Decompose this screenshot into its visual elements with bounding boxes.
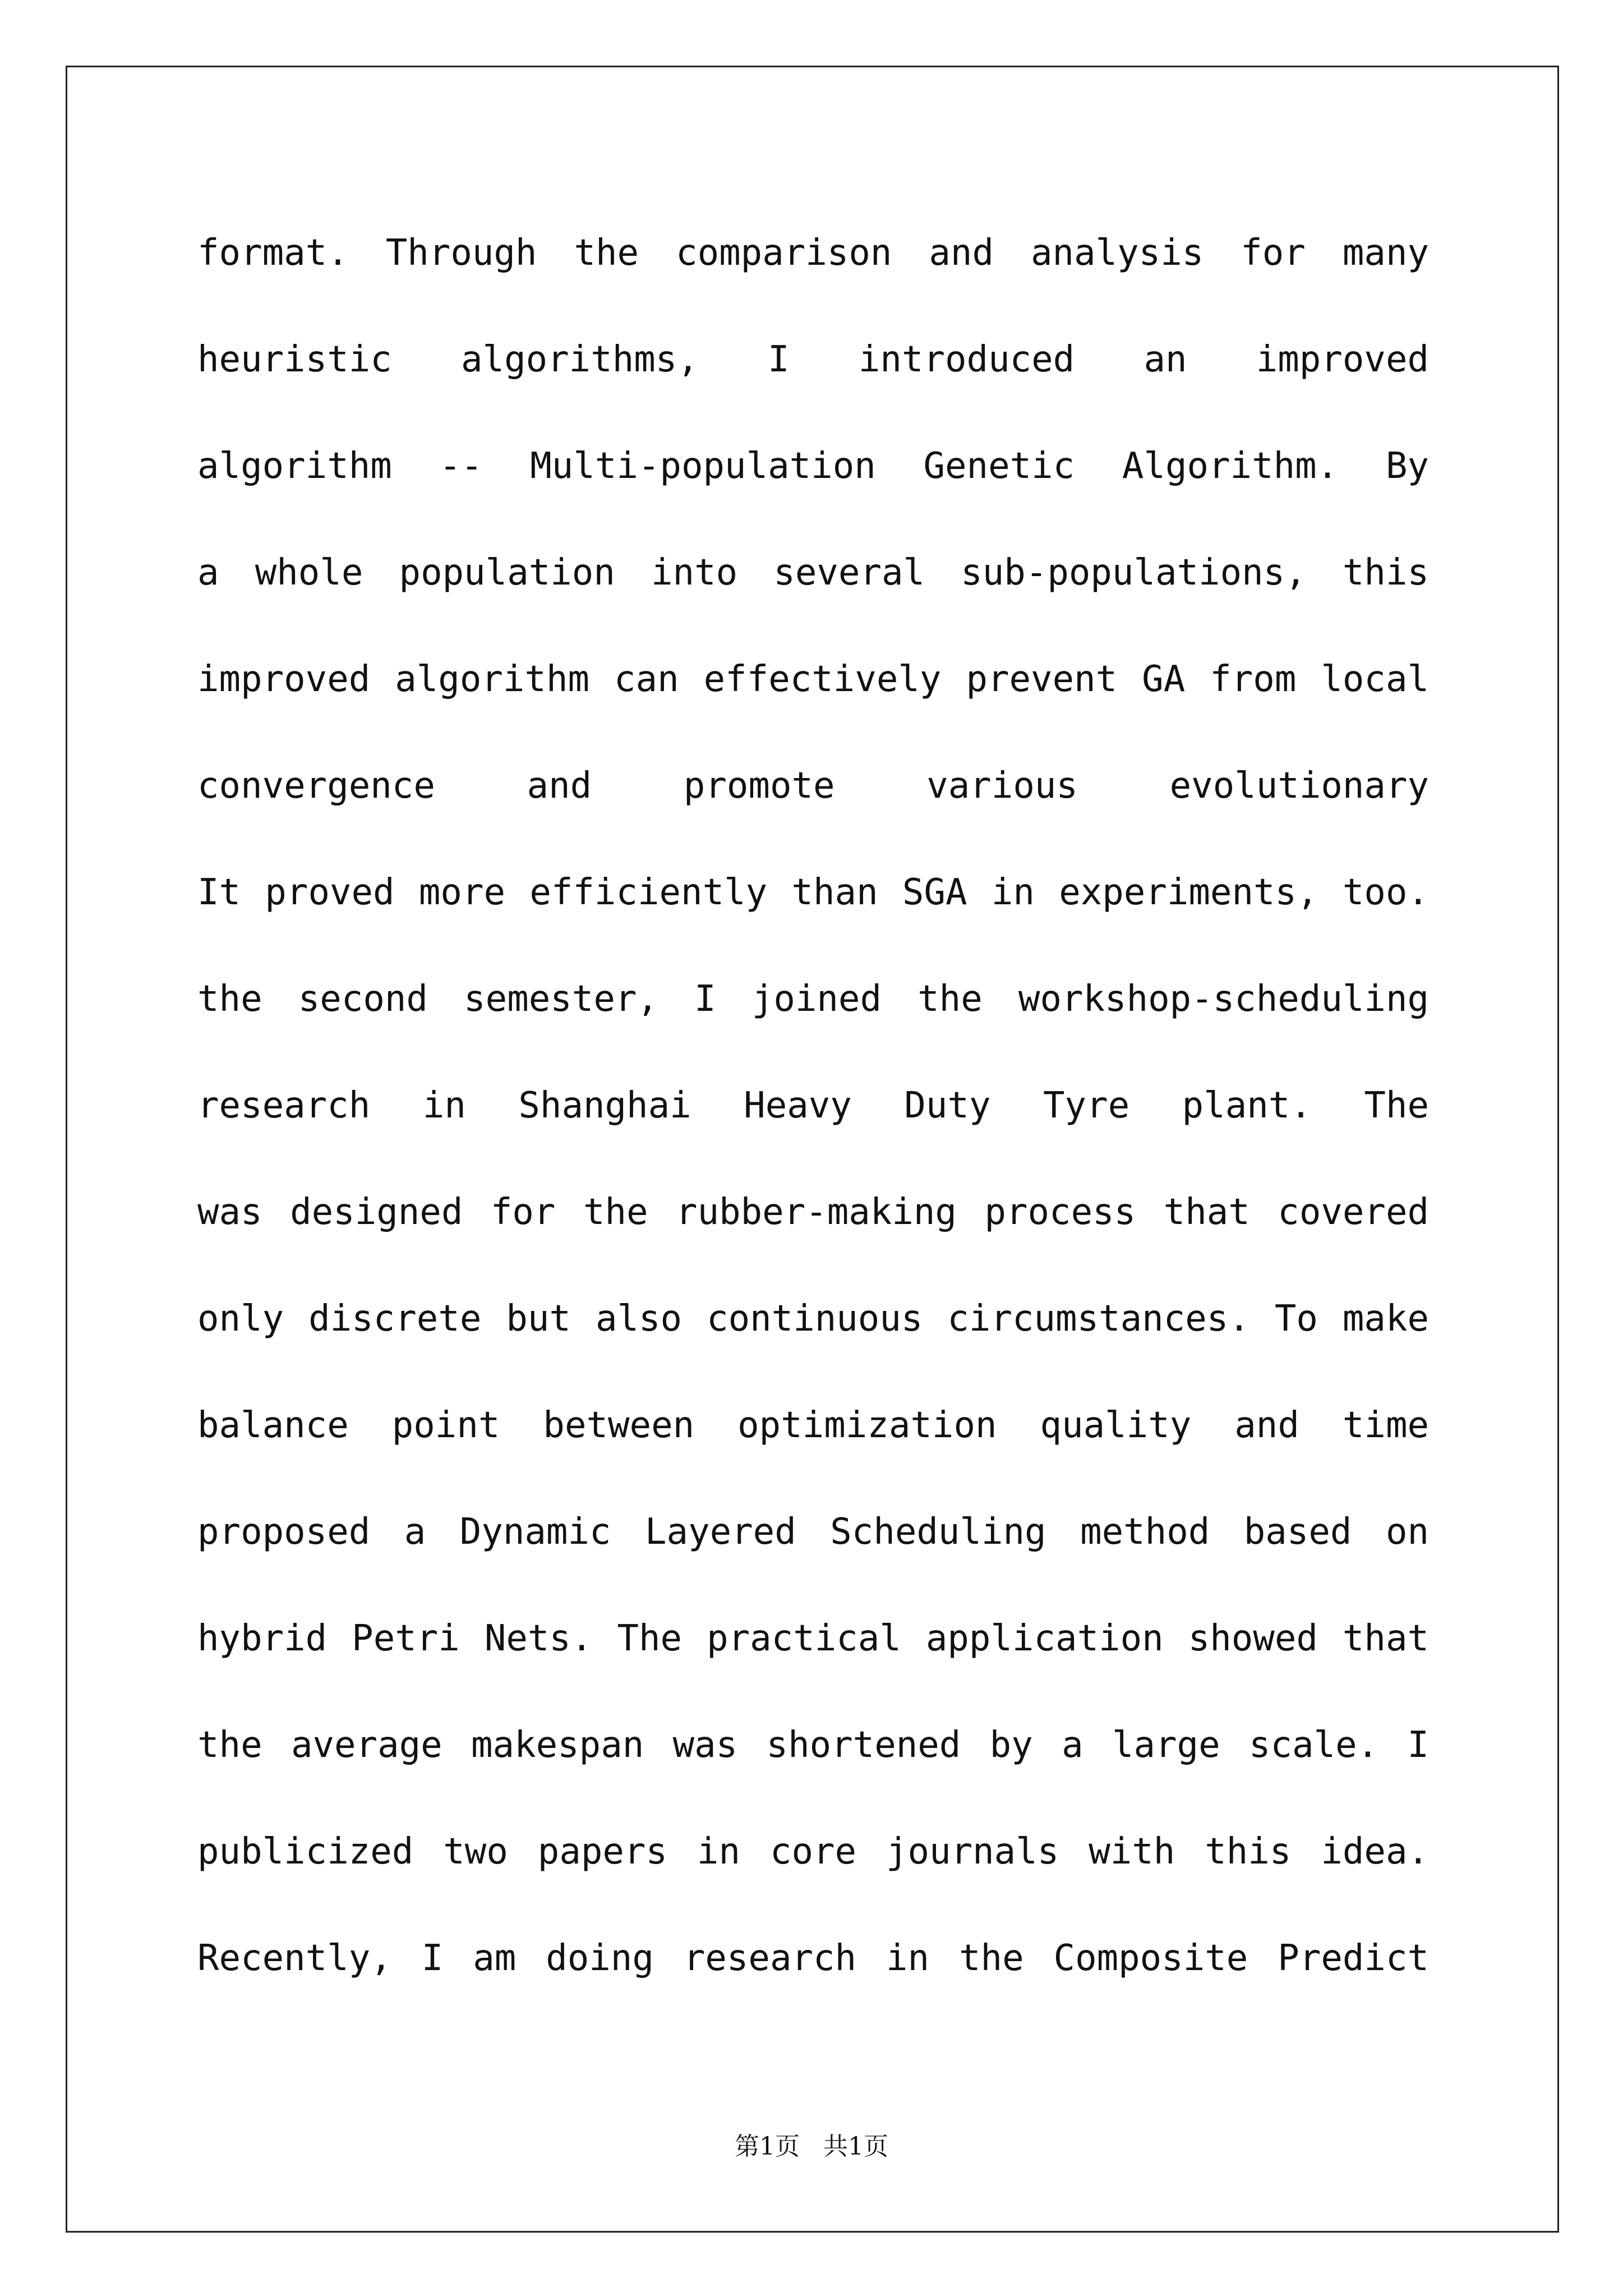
text-line-6: convergence and promote various evolutionary — [197, 765, 1429, 807]
body-text — [197, 200, 1429, 2012]
text-line-14: hybrid Petri Nets. The practical application showed that — [197, 1618, 1429, 1659]
text-line-3: algorithm -- Multi-population Genetic Algorithm. By — [197, 445, 1429, 487]
text-line-17: Recently, I am doing research in the Composite Predict — [197, 1938, 1429, 1979]
text-line-12: balance point between optimization quality and time — [197, 1405, 1429, 1446]
text-line-8: the second semester, I joined the workshop-scheduling — [197, 978, 1429, 1020]
page-footer: 第1页 共1页 — [735, 2132, 888, 2161]
text-line-4: a whole population into several sub-populations, this — [197, 552, 1429, 593]
text-line-15: the average makespan was shortened by a large scale. I — [197, 1724, 1429, 1766]
text-line-11: only discrete but also continuous circumstances. To make — [197, 1298, 1429, 1340]
text-line-1: format. Through the comparison and analysis for many — [197, 232, 1429, 274]
text-line-7: It proved more efficiently than SGA in experiments, too. — [197, 872, 1429, 913]
text-line-16: publicized two papers in core journals with this idea. — [197, 1831, 1429, 1872]
text-line-9: research in Shanghai Heavy Duty Tyre plant. The — [197, 1085, 1429, 1126]
text-line-10: was designed for the rubber-making process that covered — [197, 1191, 1429, 1233]
text-line-2: heuristic algorithms, I introduced an improved — [197, 339, 1429, 380]
text-line-13: proposed a Dynamic Layered Scheduling method based on — [197, 1511, 1429, 1553]
text-line-5: improved algorithm can effectively prevent GA from local — [197, 659, 1429, 700]
